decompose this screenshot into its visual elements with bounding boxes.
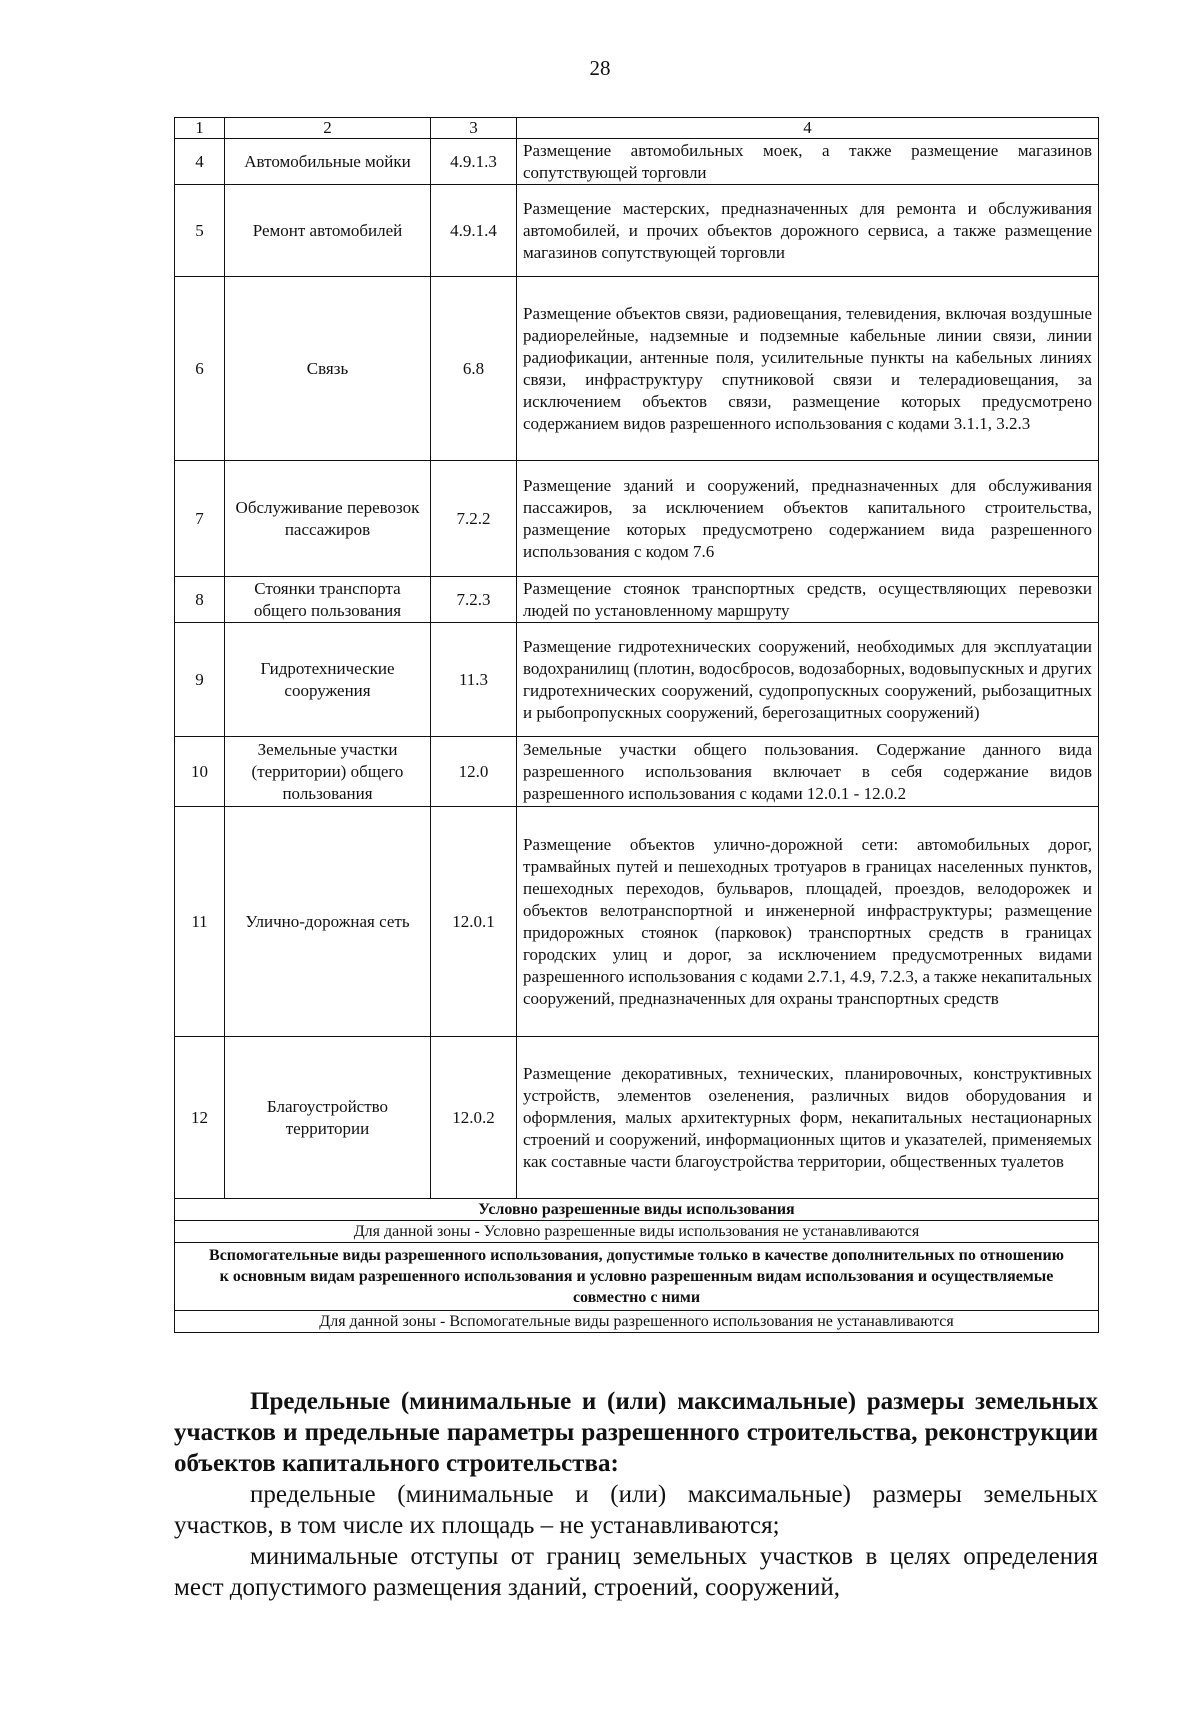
use-code: 7.2.2 [431,461,517,577]
use-name: Ремонт автомобилей [225,185,431,277]
conditional-uses-note: Для данной зоны - Условно разрешенные виды использования не устанавливаются [175,1221,1099,1243]
use-description: Размещение зданий и сооружений, предназначенных для обслуживания пассажиров, за исключением объектов капитального строительства, размещение которых предусмотрено содержанием вида разрешенного использования с кодом 7.6 [517,461,1099,577]
paragraph-setbacks: минимальные отступы от границ земельных участков в целях определения мест допустимого размещения зданий, строений, сооружений, [174,1543,1098,1601]
row-number: 9 [175,623,225,737]
table-row [175,737,1099,807]
row-number: 4 [175,139,225,185]
header-col-4: 4 [517,118,1099,139]
conditional-uses-heading: Условно разрешенные виды использования [175,1199,1099,1221]
use-name: Благоустройство территории [225,1037,431,1199]
row-number: 8 [175,577,225,623]
use-code: 12.0.2 [431,1037,517,1199]
use-description: Размещение автомобильных моек, а также размещение магазинов сопутствующей торговли [517,139,1099,185]
row-number: 12 [175,1037,225,1199]
auxiliary-heading-row [175,1243,1099,1311]
paragraph-plot-sizes: предельные (минимальные и (или) максимальные) размеры земельных участков, в том числе их площадь – не устанавливаются; [174,1481,1098,1539]
land-use-table [174,117,1099,1333]
table-row [175,139,1099,185]
use-description: Размещение гидротехнических сооружений, необходимых для эксплуатации водохранилищ (плотин, водосбросов, водозаборных, водовыпускных и других гидротехнических сооружений, судопропускных сооружений, рыбозащитных и рыбопропускных сооружений, берегозащитных сооружений) [517,623,1099,737]
auxiliary-uses-heading: Вспомогательные виды разрешенного использования, допустимые только в качестве дополнительных по отношению к основным видам разрешенного использования и условно разрешенным видам использования и осуществляемые совместно с ними [175,1243,1099,1311]
use-name: Гидротехнические сооружения [225,623,431,737]
use-description: Размещение объектов связи, радиовещания, телевидения, включая воздушные радиорелейные, надземные и подземные кабельные линии связи, линии радиофикации, антенные поля, усилительные пункты на кабельных линиях связи, инфраструктуру спутниковой связи и телерадиовещания, за исключением объектов связи, размещение которых предусмотрено содержанием видов разрешенного использования с кодами 3.1.1, 3.2.3 [517,277,1099,461]
use-description: Размещение объектов улично-дорожной сети: автомобильных дорог, трамвайных путей и пешеходных тротуаров в границах населенных пунктов, пешеходных переходов, бульваров, площадей, проездов, велодорожек и объектов велотранспортной и инженерной инфраструктуры; размещение придорожных стоянок (парковок) транспортных средств в границах городских улиц и дорог, за исключением предусмотренных видами разрешенного использования с кодами 2.7.1, 4.9, 7.2.3, а также некапитальных сооружений, предназначенных для охраны транспортных средств [517,807,1099,1037]
body-text [174,1386,1098,1603]
use-name: Улично-дорожная сеть [225,807,431,1037]
use-code: 11.3 [431,623,517,737]
header-col-3: 3 [431,118,517,139]
row-number: 11 [175,807,225,1037]
page-number: 28 [589,56,611,80]
use-name: Автомобильные мойки [225,139,431,185]
row-number: 5 [175,185,225,277]
use-description: Размещение стоянок транспортных средств, осуществляющих перевозки людей по установленному маршруту [517,577,1099,623]
use-code: 12.0 [431,737,517,807]
table-row [175,1037,1099,1199]
use-description: Размещение декоративных, технических, планировочных, конструктивных устройств, элементов озеленения, различных видов оборудования и оформления, малых архитектурных форм, некапитальных нестационарных строений и сооружений, информационных щитов и указателей, применяемых как составные части благоустройства территории, общественных туалетов [517,1037,1099,1199]
limits-heading: Предельные (минимальные и (или) максимальные) размеры земельных участков и предельные параметры разрешенного строительства, реконструкции объектов капитального строительства: [174,1388,1098,1477]
table-row [175,277,1099,461]
use-description: Размещение мастерских, предназначенных для ремонта и обслуживания автомобилей, и прочих объектов дорожного сервиса, а также размещение магазинов сопутствующей торговли [517,185,1099,277]
use-name: Обслуживание перевозок пассажиров [225,461,431,577]
use-name: Связь [225,277,431,461]
table-row [175,185,1099,277]
use-code: 7.2.3 [431,577,517,623]
table-row [175,623,1099,737]
row-number: 7 [175,461,225,577]
use-code: 4.9.1.3 [431,139,517,185]
conditional-heading-row [175,1199,1099,1221]
use-description: Земельные участки общего пользования. Содержание данного вида разрешенного использования включает в себя содержание видов разрешенного использования с кодами 12.0.1 - 12.0.2 [517,737,1099,807]
use-code: 12.0.1 [431,807,517,1037]
header-col-1: 1 [175,118,225,139]
table-row [175,807,1099,1037]
table-header-row [175,118,1099,139]
use-name: Земельные участки (территории) общего пользования [225,737,431,807]
table-row [175,577,1099,623]
header-col-2: 2 [225,118,431,139]
use-name: Стоянки транспорта общего пользования [225,577,431,623]
row-number: 6 [175,277,225,461]
auxiliary-uses-note: Для данной зоны - Вспомогательные виды разрешенного использования не устанавливаются [175,1311,1099,1333]
conditional-note-row [175,1221,1099,1243]
use-code: 6.8 [431,277,517,461]
auxiliary-note-row [175,1311,1099,1333]
use-code: 4.9.1.4 [431,185,517,277]
row-number: 10 [175,737,225,807]
table-row [175,461,1099,577]
